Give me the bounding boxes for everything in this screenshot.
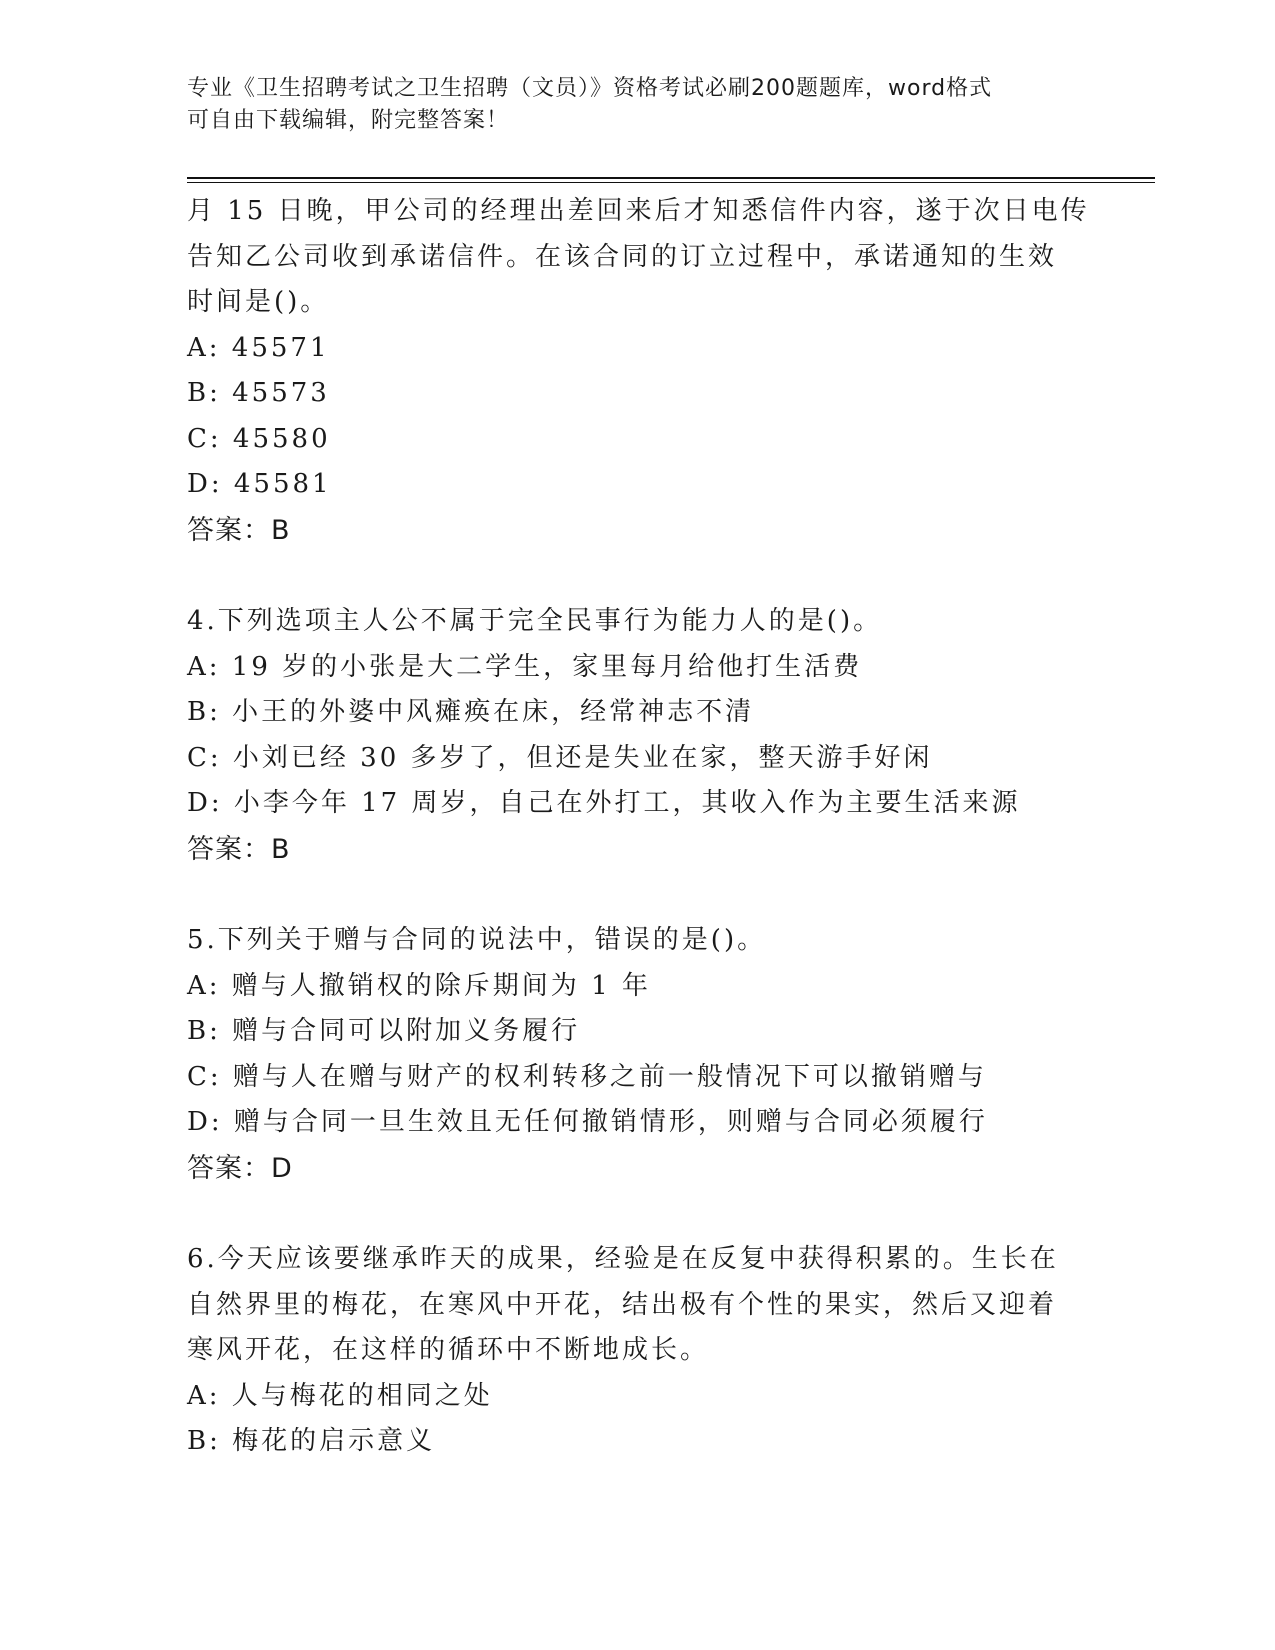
header-title-line-1: 专业《卫生招聘考试之卫生招聘（文员）》资格考试必刷200题题库，word格式: [187, 76, 993, 101]
spacer: [187, 872, 1087, 918]
question-stem-line: 月 15 日晚，甲公司的经理出差回来后才知悉信件内容，遂于次日电传: [187, 196, 1090, 226]
option-a: A: 赠与人撤销权的除斥期间为 1 年: [187, 970, 651, 1001]
option-c: C: 45580: [187, 423, 331, 454]
answer: 答案：B: [187, 514, 291, 546]
header-title-line-2: 可自由下载编辑，附完整答案！: [187, 108, 510, 133]
question-stem-line: 时间是()。: [187, 287, 330, 317]
option-d: D: 小李今年 17 周岁，自己在外打工，其收入作为主要生活来源: [187, 788, 1021, 818]
question-5: [187, 918, 1087, 1191]
question-stem-line: 告知乙公司收到承诺信件。在该合同的订立过程中，承诺通知的生效: [187, 241, 1058, 272]
spacer: [187, 553, 1087, 599]
answer: 答案：D: [187, 1152, 293, 1184]
option-a: A: 19 岁的小张是大二学生，家里每月给他打生活费: [187, 651, 863, 682]
question-stem-line: 4.下列选项主人公不属于完全民事行为能力人的是()。: [187, 606, 883, 636]
option-c: C: 小刘已经 30 多岁了，但还是失业在家，整天游手好闲: [187, 742, 933, 773]
header-divider-thick: [187, 177, 1155, 179]
question-4: [187, 599, 1087, 872]
spacer: [187, 1191, 1087, 1237]
document-header: [187, 73, 1087, 137]
question-stem-line: 6.今天应该要继承昨天的成果，经验是在反复中获得积累的。生长在: [187, 1244, 1059, 1274]
question-list: [187, 189, 1090, 1465]
option-b: B: 梅花的启示意义: [187, 1426, 436, 1456]
option-c: C: 赠与人在赠与财产的权利转移之前一般情况下可以撤销赠与: [187, 1061, 987, 1092]
question-stem-line: 寒风开花，在这样的循环中不断地成长。: [187, 1335, 710, 1365]
option-b: B: 小王的外婆中风瘫痪在床，经常神志不清: [187, 697, 755, 727]
option-b: B: 45573: [187, 378, 330, 408]
question-6: [187, 1237, 1087, 1465]
question-3: [187, 189, 1090, 553]
answer: 答案：B: [187, 833, 291, 865]
question-stem-line: 5.下列关于赠与合同的说法中，错误的是()。: [187, 925, 767, 955]
option-a: A: 人与梅花的相同之处: [187, 1380, 493, 1411]
header-divider-thin: [187, 182, 1155, 183]
question-stem-line: 自然界里的梅花，在寒风中开花，结出极有个性的果实，然后又迎着: [187, 1289, 1058, 1320]
option-a: A: 45571: [187, 332, 330, 363]
option-d: D: 45581: [187, 469, 332, 499]
option-b: B: 赠与合同可以附加义务履行: [187, 1016, 581, 1046]
option-d: D: 赠与合同一旦生效且无任何撤销情形，则赠与合同必须履行: [187, 1107, 988, 1137]
